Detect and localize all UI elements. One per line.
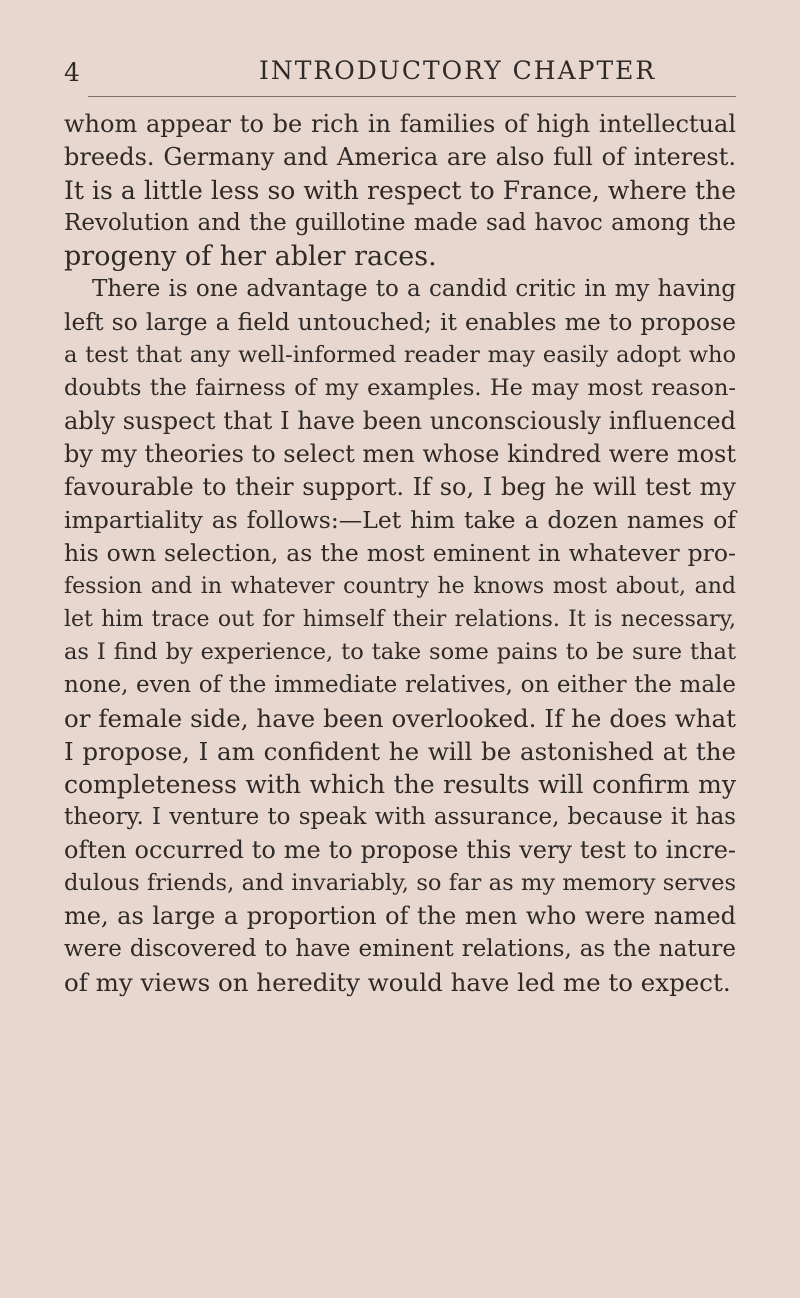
text-line: often occurred to me to propose this very test to incre- — [64, 836, 736, 864]
text-line: as I find by experience, to take some pains to be sure that — [64, 639, 736, 665]
page-header — [64, 56, 736, 92]
text-line: breeds. Germany and America are also full of interest. — [64, 143, 736, 171]
paragraph-start-line: There is one advantage to a candid critic in my having — [92, 276, 736, 302]
text-line: theory. I venture to speak with assurance, because it has — [64, 804, 736, 830]
text-line: fession and in whatever country he knows most about, and — [64, 574, 736, 599]
text-line: Revolution and the guillotine made sad havoc among the — [64, 210, 736, 236]
header-rule — [88, 96, 736, 97]
text-line: whom appear to be rich in families of high intellectual — [64, 110, 736, 138]
text-line: of my views on heredity would have led me to expect. — [64, 968, 731, 997]
text-line: by my theories to select men whose kindred were most — [64, 440, 736, 468]
text-line: or female side, have been overlooked. If he does what — [64, 704, 736, 733]
text-line: ably suspect that I have been unconsciously influenced — [64, 407, 736, 435]
text-line: I propose, I am confident he will be astonished at the — [64, 737, 736, 766]
text-line: doubts the fairness of my examples. He may most reason- — [64, 375, 736, 401]
page-number: 4 — [64, 58, 80, 87]
text-line: a test that any well-informed reader may easily adopt who — [64, 342, 736, 368]
text-line: his own selection, as the most eminent in whatever pro- — [64, 539, 736, 567]
text-line: completeness with which the results will confirm my — [64, 770, 736, 799]
text-line: were discovered to have eminent relations, as the nature — [64, 936, 736, 962]
text-line: left so large a field untouched; it enables me to propose — [64, 308, 736, 336]
text-line: none, even of the immediate relatives, on either the male — [64, 672, 736, 698]
text-line: progeny of her abler races. — [64, 241, 437, 272]
text-line: let him trace out for himself their relations. It is necessary, — [64, 607, 736, 632]
text-line: impartiality as follows:—Let him take a dozen names of — [64, 506, 736, 534]
running-title: INTRODUCTORY CHAPTER — [259, 56, 657, 85]
text-line: favourable to their support. If so, I beg he will test my — [64, 473, 736, 501]
text-line: dulous friends, and invariably, so far as my memory serves — [64, 870, 736, 896]
body-text — [64, 108, 736, 999]
text-line: It is a little less so with respect to France, where the — [64, 176, 736, 205]
text-line: me, as large a proportion of the men who were named — [64, 902, 736, 930]
